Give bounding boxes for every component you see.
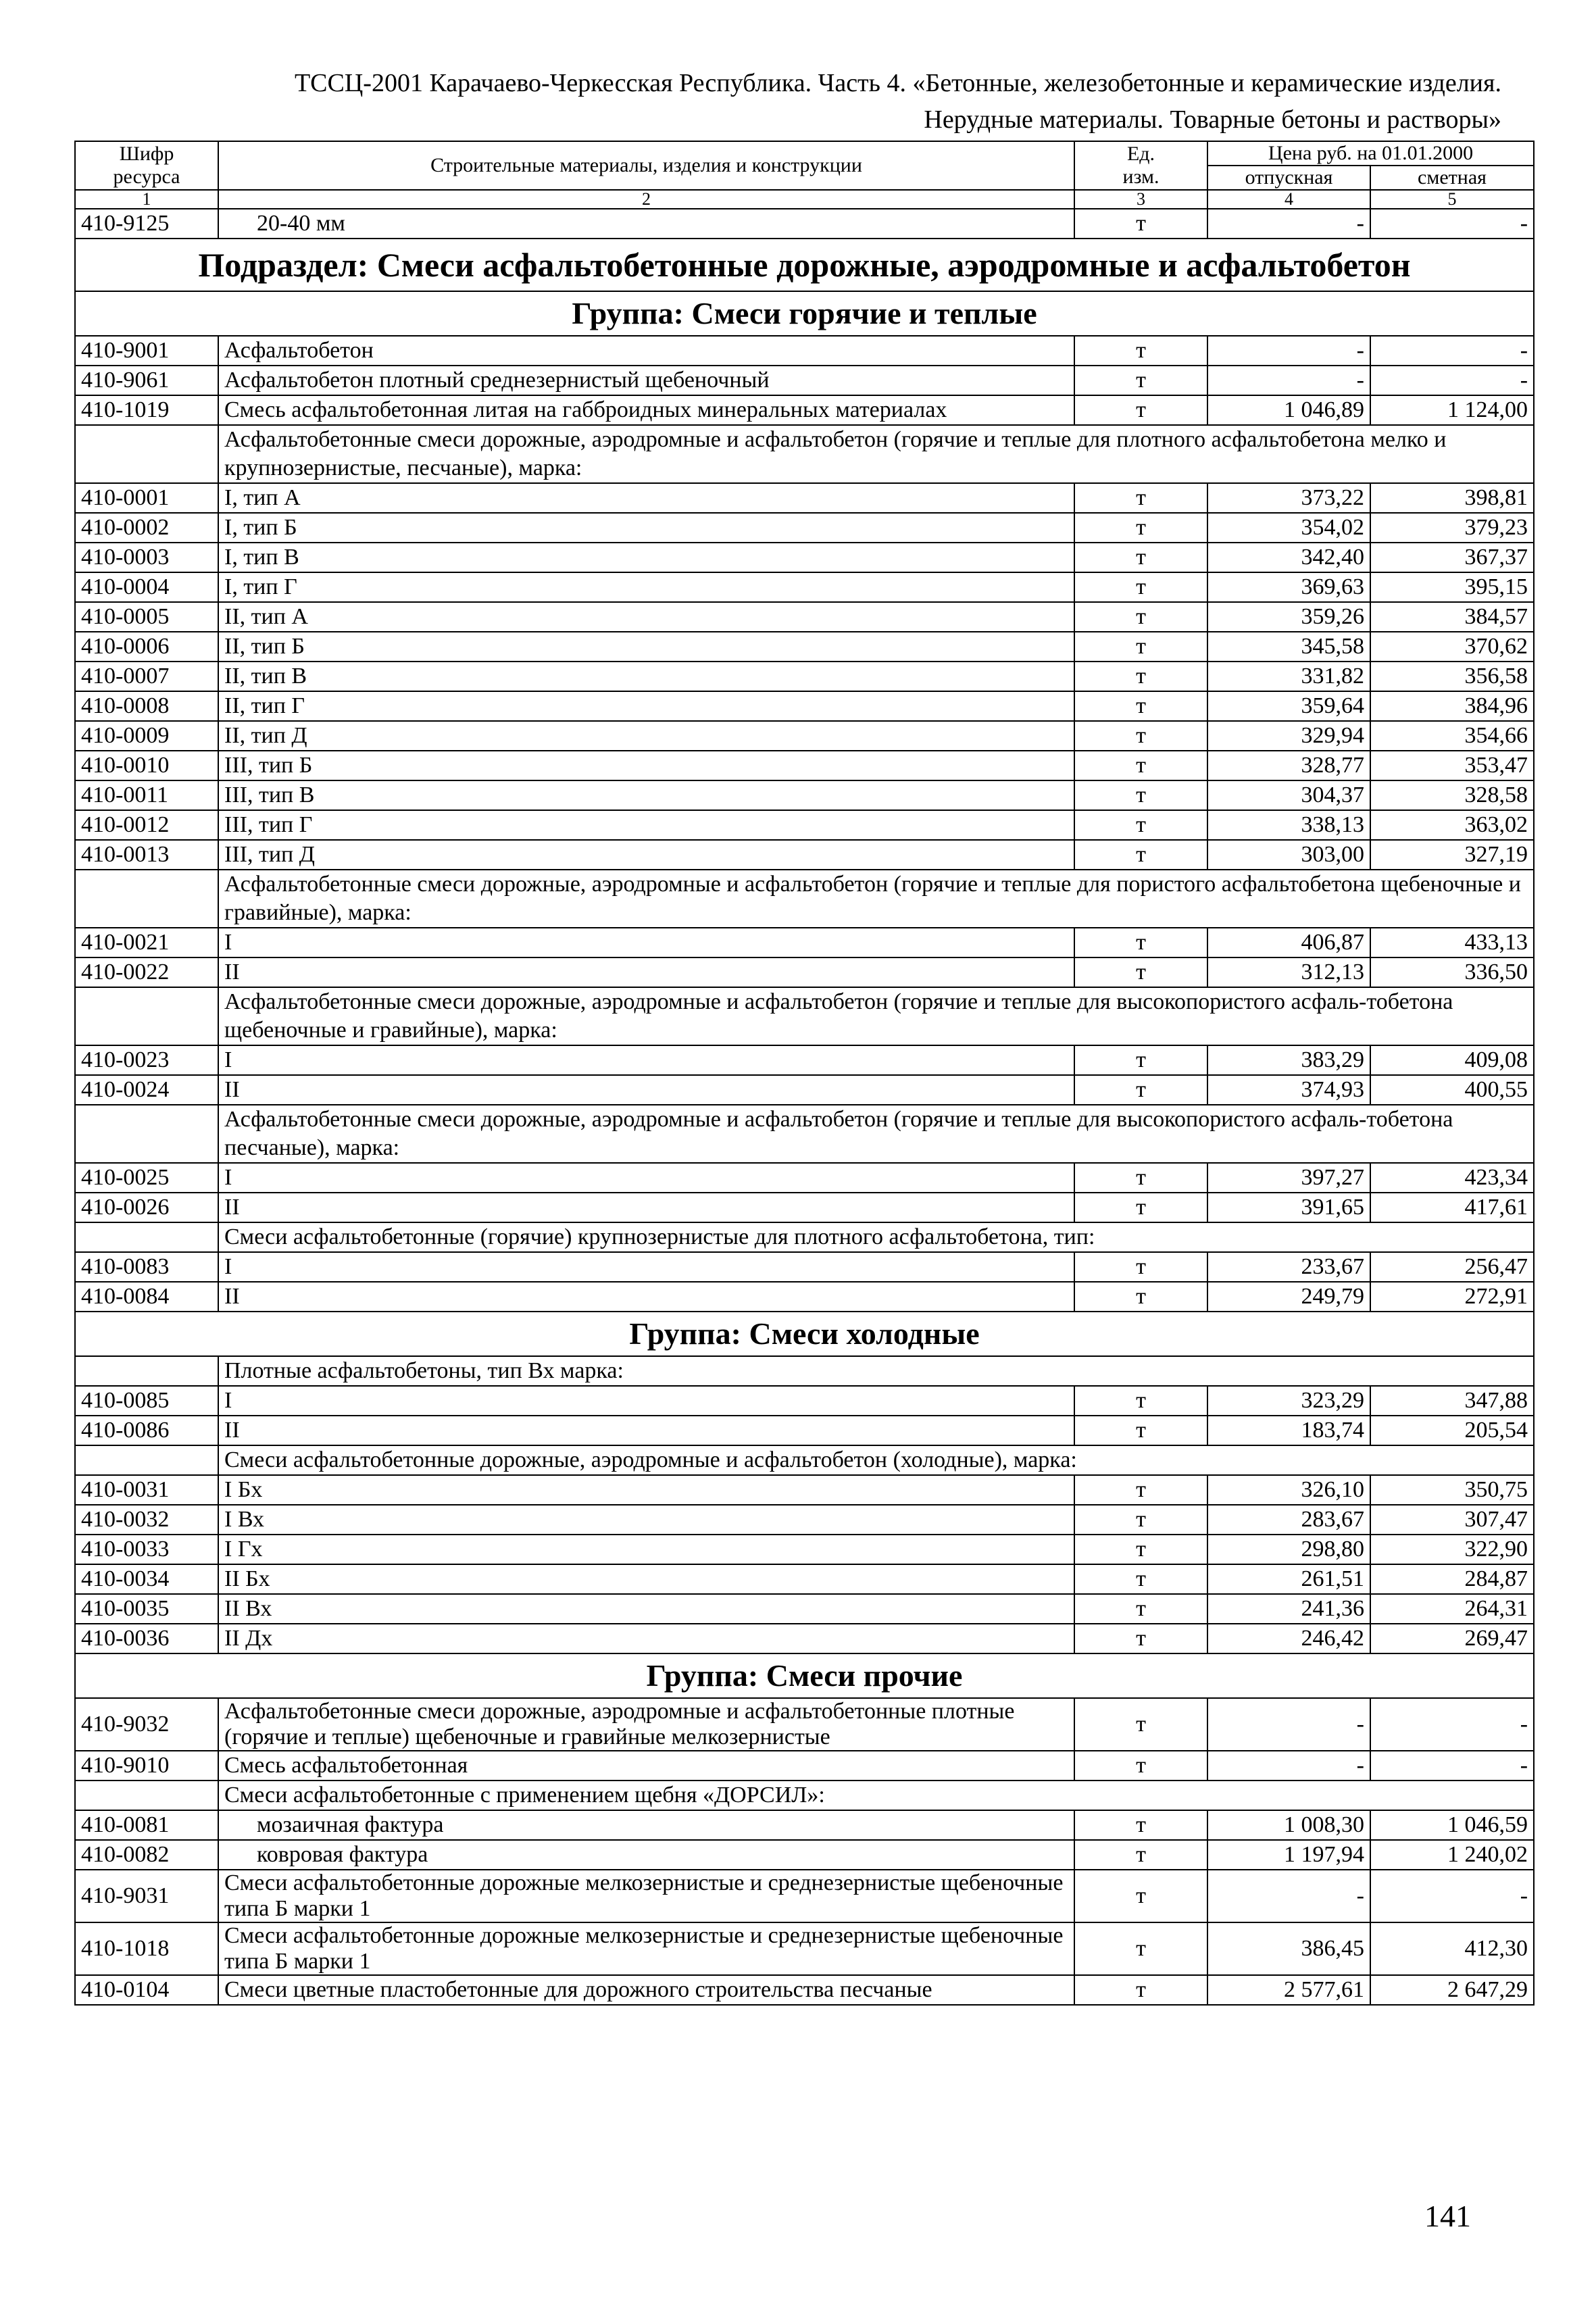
estimate-price: 284,87	[1370, 1564, 1534, 1594]
resource-code: 410-0031	[75, 1475, 218, 1505]
resource-code: 410-0001	[75, 483, 218, 513]
resource-code: 410-0009	[75, 721, 218, 751]
estimate-price: -	[1370, 336, 1534, 366]
release-price: 261,51	[1207, 1564, 1370, 1594]
estimate-price: 205,54	[1370, 1416, 1534, 1445]
unit-of-measure: т	[1074, 336, 1207, 366]
material-name: 20-40 мм	[218, 209, 1074, 239]
estimate-price: 328,58	[1370, 780, 1534, 810]
material-name: II	[218, 1416, 1074, 1445]
estimate-price: 423,34	[1370, 1163, 1534, 1193]
release-price: 1 046,89	[1207, 395, 1370, 425]
estimate-price: -	[1370, 1751, 1534, 1781]
unit-of-measure: т	[1074, 1751, 1207, 1781]
release-price: 283,67	[1207, 1505, 1370, 1535]
release-price: 298,80	[1207, 1535, 1370, 1564]
release-price: 1 197,94	[1207, 1840, 1370, 1870]
table-row	[75, 366, 1534, 395]
estimate-price: 370,62	[1370, 632, 1534, 662]
category-note: Асфальтобетонные смеси дорожные, аэродромные и асфальтобетон (горячие и теплые для пористого асфальтобетона щебеночные и гравийные), марка:	[218, 870, 1534, 928]
unit-of-measure: т	[1074, 1564, 1207, 1594]
resource-code: 410-0082	[75, 1840, 218, 1870]
unit-of-measure: т	[1074, 602, 1207, 632]
resource-code: 410-0026	[75, 1193, 218, 1222]
category-note-row	[75, 1445, 1534, 1475]
category-note-row	[75, 1222, 1534, 1252]
resource-code: 410-1018	[75, 1922, 218, 1975]
release-price: 304,37	[1207, 780, 1370, 810]
price-table	[74, 141, 1535, 2006]
category-note: Асфальтобетонные смеси дорожные, аэродромные и асфальтобетон (горячие и теплые для высокопористого асфаль-тобетона щебеночные и гравийные), марка:	[218, 987, 1534, 1045]
header-line-2: Нерудные материалы. Товарные бетоны и растворы»	[924, 105, 1501, 134]
table-row	[75, 662, 1534, 691]
unit-of-measure: т	[1074, 1416, 1207, 1445]
resource-code: 410-0035	[75, 1594, 218, 1624]
estimate-price: 269,47	[1370, 1624, 1534, 1653]
header-unit-line2: изм.	[1122, 166, 1159, 188]
estimate-price: 264,31	[1370, 1594, 1534, 1624]
resource-code: 410-0008	[75, 691, 218, 721]
table-row	[75, 1922, 1534, 1975]
table-row	[75, 1564, 1534, 1594]
document-header	[74, 65, 1501, 138]
estimate-price: 347,88	[1370, 1386, 1534, 1416]
unit-of-measure: т	[1074, 1075, 1207, 1105]
note-code-cell	[75, 1356, 218, 1386]
note-code-cell	[75, 1222, 218, 1252]
estimate-price: 272,91	[1370, 1282, 1534, 1312]
material-name: I	[218, 1252, 1074, 1282]
table-row	[75, 395, 1534, 425]
release-price: 233,67	[1207, 1252, 1370, 1282]
estimate-price: 409,08	[1370, 1045, 1534, 1075]
unit-of-measure: т	[1074, 1282, 1207, 1312]
material-name: I	[218, 928, 1074, 957]
release-price: 312,13	[1207, 957, 1370, 987]
resource-code: 410-0024	[75, 1075, 218, 1105]
material-name: I, тип В	[218, 543, 1074, 572]
category-note: Асфальтобетонные смеси дорожные, аэродромные и асфальтобетон (горячие и теплые для плотного асфальтобетона мелко и крупнозернистые, песчаные), марка:	[218, 425, 1534, 483]
table-row	[75, 1282, 1534, 1312]
resource-code: 410-0084	[75, 1282, 218, 1312]
resource-code: 410-0023	[75, 1045, 218, 1075]
resource-code: 410-0003	[75, 543, 218, 572]
estimate-price: 322,90	[1370, 1535, 1534, 1564]
table-row	[75, 780, 1534, 810]
estimate-price: 2 647,29	[1370, 1975, 1534, 2005]
material-name: II	[218, 957, 1074, 987]
estimate-price: 384,96	[1370, 691, 1534, 721]
release-price: 354,02	[1207, 513, 1370, 543]
header-unit	[1074, 141, 1207, 190]
column-number-4: 4	[1207, 190, 1370, 209]
resource-code: 410-9010	[75, 1751, 218, 1781]
estimate-price: 417,61	[1370, 1193, 1534, 1222]
release-price: 331,82	[1207, 662, 1370, 691]
category-note: Плотные асфальтобетоны, тип Вх марка:	[218, 1356, 1534, 1386]
resource-code: 410-0022	[75, 957, 218, 987]
unit-of-measure: т	[1074, 840, 1207, 870]
resource-code: 410-0013	[75, 840, 218, 870]
resource-code: 410-0005	[75, 602, 218, 632]
material-name: I, тип А	[218, 483, 1074, 513]
release-price: 359,26	[1207, 602, 1370, 632]
release-price: 183,74	[1207, 1416, 1370, 1445]
material-name: I Вх	[218, 1505, 1074, 1535]
note-code-cell	[75, 1105, 218, 1163]
material-name: III, тип В	[218, 780, 1074, 810]
resource-code: 410-0011	[75, 780, 218, 810]
release-price: 1 008,30	[1207, 1810, 1370, 1840]
header-price: Цена руб. на 01.01.2000	[1207, 141, 1534, 166]
estimate-price: 363,02	[1370, 810, 1534, 840]
unit-of-measure: т	[1074, 1870, 1207, 1922]
material-name: I, тип Г	[218, 572, 1074, 602]
unit-of-measure: т	[1074, 1922, 1207, 1975]
unit-of-measure: т	[1074, 543, 1207, 572]
material-name: II Бх	[218, 1564, 1074, 1594]
unit-of-measure: т	[1074, 1840, 1207, 1870]
estimate-price: 327,19	[1370, 840, 1534, 870]
material-name: II, тип В	[218, 662, 1074, 691]
estimate-price: 336,50	[1370, 957, 1534, 987]
material-name: мозаичная фактура	[218, 1810, 1074, 1840]
table-row	[75, 602, 1534, 632]
estimate-price: 384,57	[1370, 602, 1534, 632]
category-note: Смеси асфальтобетонные с применением щебня «ДОРСИЛ»:	[218, 1781, 1534, 1810]
category-note-row	[75, 1781, 1534, 1810]
material-name: II	[218, 1193, 1074, 1222]
unit-of-measure: т	[1074, 1475, 1207, 1505]
material-name: III, тип Б	[218, 751, 1074, 780]
estimate-price: -	[1370, 1698, 1534, 1751]
unit-of-measure: т	[1074, 1252, 1207, 1282]
note-code-cell	[75, 1781, 218, 1810]
estimate-price: 367,37	[1370, 543, 1534, 572]
table-row	[75, 928, 1534, 957]
unit-of-measure: т	[1074, 1810, 1207, 1840]
release-price: -	[1207, 209, 1370, 239]
estimate-price: 395,15	[1370, 572, 1534, 602]
material-name: Смеси цветные пластобетонные для дорожного строительства песчаные	[218, 1975, 1074, 2005]
table-row	[75, 1193, 1534, 1222]
release-price: 326,10	[1207, 1475, 1370, 1505]
table-row	[75, 1810, 1534, 1840]
unit-of-measure: т	[1074, 395, 1207, 425]
resource-code: 410-0002	[75, 513, 218, 543]
category-note: Смеси асфальтобетонные (горячие) крупнозернистые для плотного асфальтобетона, тип:	[218, 1222, 1534, 1252]
table-row	[75, 1163, 1534, 1193]
release-price: 241,36	[1207, 1594, 1370, 1624]
column-number-2: 2	[218, 190, 1074, 209]
release-price: 329,94	[1207, 721, 1370, 751]
estimate-price: 400,55	[1370, 1075, 1534, 1105]
table-row	[75, 1751, 1534, 1781]
table-row	[75, 336, 1534, 366]
material-name: II	[218, 1282, 1074, 1312]
release-price: 246,42	[1207, 1624, 1370, 1653]
group-row	[75, 1312, 1534, 1356]
release-price: 338,13	[1207, 810, 1370, 840]
unit-of-measure: т	[1074, 632, 1207, 662]
note-code-cell	[75, 425, 218, 483]
category-note-row	[75, 870, 1534, 928]
table-row	[75, 1870, 1534, 1922]
table-row	[75, 1475, 1534, 1505]
category-note-row	[75, 1105, 1534, 1163]
material-name: Смесь асфальтобетонная литая на габброидных минеральных материалах	[218, 395, 1074, 425]
column-number-1: 1	[75, 190, 218, 209]
group-title: Группа: Смеси холодные	[75, 1312, 1534, 1356]
material-name: II Вх	[218, 1594, 1074, 1624]
table-row	[75, 632, 1534, 662]
material-name: I Бх	[218, 1475, 1074, 1505]
unit-of-measure: т	[1074, 572, 1207, 602]
table-row	[75, 1075, 1534, 1105]
estimate-price: 356,58	[1370, 662, 1534, 691]
unit-of-measure: т	[1074, 1045, 1207, 1075]
header-code-line2: ресурса	[113, 166, 180, 188]
estimate-price: -	[1370, 1870, 1534, 1922]
unit-of-measure: т	[1074, 1535, 1207, 1564]
unit-of-measure: т	[1074, 1698, 1207, 1751]
resource-code: 410-0032	[75, 1505, 218, 1535]
column-number-row	[75, 190, 1534, 209]
material-name: III, тип Г	[218, 810, 1074, 840]
material-name: I Гх	[218, 1535, 1074, 1564]
group-title: Группа: Смеси горячие и теплые	[75, 291, 1534, 336]
resource-code: 410-9031	[75, 1870, 218, 1922]
table-row	[75, 1535, 1534, 1564]
resource-code: 410-0004	[75, 572, 218, 602]
estimate-price: 379,23	[1370, 513, 1534, 543]
page-number: 141	[1424, 2199, 1471, 2233]
release-price: 303,00	[1207, 840, 1370, 870]
table-row	[75, 721, 1534, 751]
table-row	[75, 751, 1534, 780]
estimate-price: 1 046,59	[1370, 1810, 1534, 1840]
resource-code: 410-0007	[75, 662, 218, 691]
release-price: 2 577,61	[1207, 1975, 1370, 2005]
estimate-price: 412,30	[1370, 1922, 1534, 1975]
unit-of-measure: т	[1074, 957, 1207, 987]
resource-code: 410-0104	[75, 1975, 218, 2005]
header-code-line1: Шифр	[119, 143, 174, 165]
table-row	[75, 810, 1534, 840]
material-name: Асфальтобетон	[218, 336, 1074, 366]
release-price: 374,93	[1207, 1075, 1370, 1105]
material-name: Смесь асфальтобетонная	[218, 1751, 1074, 1781]
resource-code: 410-0034	[75, 1564, 218, 1594]
table-row	[75, 840, 1534, 870]
estimate-price: 433,13	[1370, 928, 1534, 957]
material-name: I	[218, 1163, 1074, 1193]
table-row	[75, 1594, 1534, 1624]
resource-code: 410-0010	[75, 751, 218, 780]
material-name: II, тип Б	[218, 632, 1074, 662]
category-note-row	[75, 1356, 1534, 1386]
estimate-price: 307,47	[1370, 1505, 1534, 1535]
header-estimate-price: сметная	[1370, 166, 1534, 190]
estimate-price: 353,47	[1370, 751, 1534, 780]
estimate-price: 398,81	[1370, 483, 1534, 513]
release-price: -	[1207, 366, 1370, 395]
material-name: II Дх	[218, 1624, 1074, 1653]
material-name: ковровая фактура	[218, 1840, 1074, 1870]
group-title: Группа: Смеси прочие	[75, 1653, 1534, 1698]
unit-of-measure: т	[1074, 928, 1207, 957]
unit-of-measure: т	[1074, 810, 1207, 840]
table-row	[75, 1624, 1534, 1653]
unit-of-measure: т	[1074, 209, 1207, 239]
resource-code: 410-0085	[75, 1386, 218, 1416]
group-row	[75, 291, 1534, 336]
table-row	[75, 1252, 1534, 1282]
release-price: 323,29	[1207, 1386, 1370, 1416]
table-row	[75, 1386, 1534, 1416]
resource-code: 410-0081	[75, 1810, 218, 1840]
unit-of-measure: т	[1074, 751, 1207, 780]
resource-code: 410-0006	[75, 632, 218, 662]
table-body	[75, 209, 1534, 2005]
unit-of-measure: т	[1074, 721, 1207, 751]
release-price: -	[1207, 336, 1370, 366]
unit-of-measure: т	[1074, 780, 1207, 810]
material-name: I	[218, 1045, 1074, 1075]
table-row	[75, 691, 1534, 721]
release-price: 342,40	[1207, 543, 1370, 572]
table-row	[75, 572, 1534, 602]
material-name: II, тип Г	[218, 691, 1074, 721]
table-row	[75, 483, 1534, 513]
release-price: 345,58	[1207, 632, 1370, 662]
category-note: Смеси асфальтобетонные дорожные, аэродромные и асфальтобетон (холодные), марка:	[218, 1445, 1534, 1475]
release-price: 383,29	[1207, 1045, 1370, 1075]
release-price: -	[1207, 1870, 1370, 1922]
material-name: III, тип Д	[218, 840, 1074, 870]
resource-code: 410-0036	[75, 1624, 218, 1653]
estimate-price: 1 240,02	[1370, 1840, 1534, 1870]
release-price: -	[1207, 1698, 1370, 1751]
table-row	[75, 543, 1534, 572]
estimate-price: -	[1370, 366, 1534, 395]
category-note-row	[75, 987, 1534, 1045]
material-name: II, тип Д	[218, 721, 1074, 751]
release-price: 391,65	[1207, 1193, 1370, 1222]
table-row	[75, 1698, 1534, 1751]
resource-code: 410-9125	[75, 209, 218, 239]
material-name: II	[218, 1075, 1074, 1105]
resource-code: 410-0012	[75, 810, 218, 840]
material-name: II, тип А	[218, 602, 1074, 632]
header-code	[75, 141, 218, 190]
material-name: Смеси асфальтобетонные дорожные мелкозернистые и среднезернистые щебеночные типа Б марки 1	[218, 1922, 1074, 1975]
release-price: -	[1207, 1751, 1370, 1781]
unit-of-measure: т	[1074, 691, 1207, 721]
resource-code: 410-0086	[75, 1416, 218, 1445]
header-name: Строительные материалы, изделия и конструкции	[218, 141, 1074, 190]
unit-of-measure: т	[1074, 483, 1207, 513]
release-price: 373,22	[1207, 483, 1370, 513]
header-unit-line1: Ед.	[1126, 143, 1155, 165]
table-header-row	[75, 141, 1534, 166]
unit-of-measure: т	[1074, 1163, 1207, 1193]
release-price: 397,27	[1207, 1163, 1370, 1193]
estimate-price: 354,66	[1370, 721, 1534, 751]
column-number-5: 5	[1370, 190, 1534, 209]
resource-code: 410-0033	[75, 1535, 218, 1564]
resource-code: 410-9001	[75, 336, 218, 366]
unit-of-measure: т	[1074, 1624, 1207, 1653]
unit-of-measure: т	[1074, 366, 1207, 395]
note-code-cell	[75, 1445, 218, 1475]
category-note-row	[75, 425, 1534, 483]
release-price: 369,63	[1207, 572, 1370, 602]
resource-code: 410-0021	[75, 928, 218, 957]
table-row	[75, 1416, 1534, 1445]
release-price: 328,77	[1207, 751, 1370, 780]
resource-code: 410-1019	[75, 395, 218, 425]
material-name: I	[218, 1386, 1074, 1416]
table-row	[75, 957, 1534, 987]
unit-of-measure: т	[1074, 1505, 1207, 1535]
header-line-1: ТССЦ-2001 Карачаево-Черкесская Республика. Часть 4. «Бетонные, железобетонные и керамические изделия.	[294, 69, 1501, 97]
estimate-price: -	[1370, 209, 1534, 239]
table-row	[75, 1505, 1534, 1535]
unit-of-measure: т	[1074, 1975, 1207, 2005]
resource-code: 410-0083	[75, 1252, 218, 1282]
estimate-price: 256,47	[1370, 1252, 1534, 1282]
table-row	[75, 1045, 1534, 1075]
estimate-price: 350,75	[1370, 1475, 1534, 1505]
category-note: Асфальтобетонные смеси дорожные, аэродромные и асфальтобетон (горячие и теплые для высокопористого асфаль-тобетона песчаные), марка:	[218, 1105, 1534, 1163]
release-price: 406,87	[1207, 928, 1370, 957]
material-name: Асфальтобетон плотный среднезернистый щебеночный	[218, 366, 1074, 395]
table-row	[75, 1975, 1534, 2005]
estimate-price: 1 124,00	[1370, 395, 1534, 425]
subsection-row	[75, 239, 1534, 291]
unit-of-measure: т	[1074, 1386, 1207, 1416]
unit-of-measure: т	[1074, 1594, 1207, 1624]
unit-of-measure: т	[1074, 513, 1207, 543]
unit-of-measure: т	[1074, 1193, 1207, 1222]
resource-code: 410-0025	[75, 1163, 218, 1193]
material-name: I, тип Б	[218, 513, 1074, 543]
release-price: 386,45	[1207, 1922, 1370, 1975]
table-row	[75, 1840, 1534, 1870]
release-price: 249,79	[1207, 1282, 1370, 1312]
column-number-3: 3	[1074, 190, 1207, 209]
table-row	[75, 209, 1534, 239]
material-name: Асфальтобетонные смеси дорожные, аэродромные и асфальтобетонные плотные (горячие и теплые) щебеночные и гравийные мелкозернистые	[218, 1698, 1074, 1751]
unit-of-measure: т	[1074, 662, 1207, 691]
resource-code: 410-9061	[75, 366, 218, 395]
material-name: Смеси асфальтобетонные дорожные мелкозернистые и среднезернистые щебеночные типа Б марки 1	[218, 1870, 1074, 1922]
note-code-cell	[75, 870, 218, 928]
note-code-cell	[75, 987, 218, 1045]
table-row	[75, 513, 1534, 543]
group-row	[75, 1653, 1534, 1698]
resource-code: 410-9032	[75, 1698, 218, 1751]
subsection-title: Подраздел: Смеси асфальтобетонные дорожные, аэродромные и асфальтобетон	[75, 239, 1534, 291]
header-release-price: отпускная	[1207, 166, 1370, 190]
release-price: 359,64	[1207, 691, 1370, 721]
